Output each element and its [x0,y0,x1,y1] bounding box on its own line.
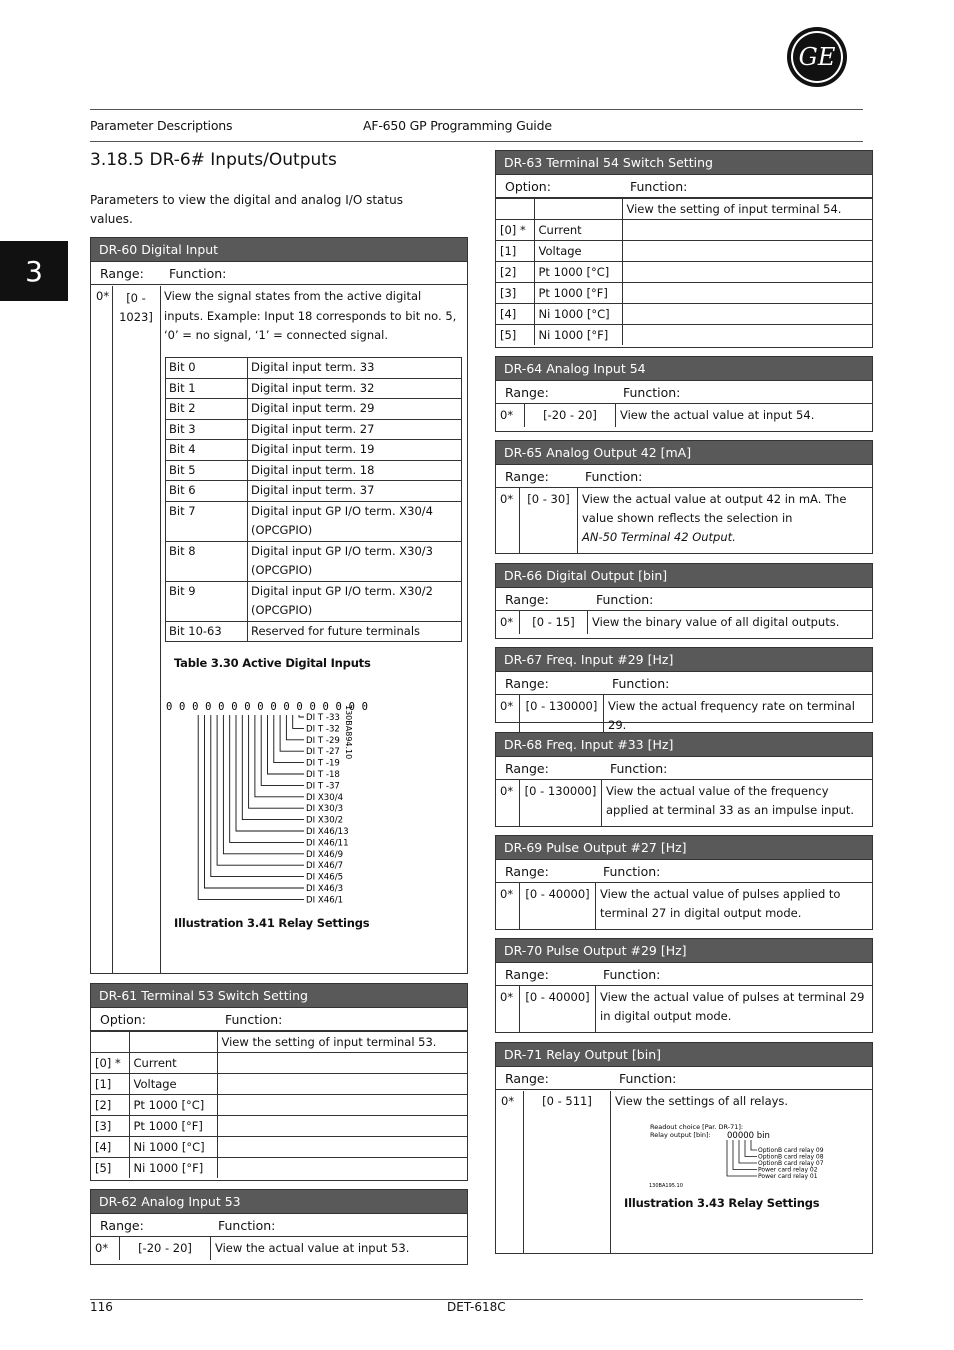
illus-label: Power card relay 02 [758,1166,818,1174]
opt-blank [496,199,534,220]
option-empty [622,220,872,241]
bit-number: Bit 6 [166,481,248,502]
option-empty [217,1053,467,1074]
function-label: Function: [218,1218,276,1233]
illus-connector [205,715,305,888]
dr70-header [496,963,872,986]
dr65-header [496,465,872,488]
illus-label: DI X46/9 [306,849,344,860]
dr63-header [496,175,872,198]
range-label: Range: [100,1218,144,1233]
option-code: [4] [496,304,534,325]
dr69-header [496,860,872,883]
illus-code: 130BA195.10 [649,1183,683,1189]
illus-connector [280,715,304,751]
dr71-title: DR-71 Relay Output [bin] [496,1043,872,1067]
illus-connector [739,1140,757,1163]
option-empty [622,283,872,304]
illus-digits: 0 0 0 0 0 0 0 0 0 0 0 0 0 0 0 0 [166,701,369,713]
illus-label: DI T -18 [306,770,340,780]
illus-value: 00000 bin [727,1131,770,1141]
dr60-header [91,262,467,285]
dr63-title: DR-63 Terminal 54 Switch Setting [496,151,872,175]
function-label: Function: [610,761,668,776]
illus-connector [268,715,305,774]
dr60-range: [0 - 1023] [119,291,153,324]
option-label: Option: [100,1012,146,1027]
illus-connector [249,715,304,808]
opt-blank [129,1032,217,1053]
illus-connector [211,715,304,877]
illus-connector [286,715,304,740]
option-empty [622,262,872,283]
dr69-desc: View the actual value of pulses applied to terminal 27 in digital output mode. [595,883,872,929]
header-rule-bottom [90,141,863,142]
option-name: Pt 1000 [°C] [534,262,622,283]
dr67-default: 0* [500,699,514,713]
dr66-default: 0* [500,615,514,629]
bit-number: Bit 4 [166,440,248,461]
option-row [91,1095,467,1116]
option-code: [1] [496,241,534,262]
illus-label: DI X46/13 [306,827,349,837]
range-label: Range: [505,592,549,607]
dr68-default: 0* [500,784,514,798]
bit-row [166,501,462,541]
illus-label: DI X46/11 [306,838,349,849]
bit-description: Digital input term. 33 [248,358,462,379]
dr67-desc: View the actual frequency rate on terminal 29. [603,695,872,737]
illus-connector [242,715,304,820]
range-label: Range: [505,676,549,691]
page-number: 116 [90,1300,113,1314]
bit-description: Digital input term. 27 [248,419,462,440]
option-empty [622,241,872,262]
dr69-box [495,835,873,930]
dr68-desc: View the actual value of the frequency applied at terminal 33 as an impulse input. [601,780,872,826]
option-row [91,1053,467,1074]
range-label: Range: [505,761,549,776]
option-code: [0] * [91,1053,129,1074]
option-row [496,283,872,304]
bit-number: Bit 0 [166,358,248,379]
illus-connector [299,715,304,717]
option-name: Ni 1000 [°F] [129,1158,217,1179]
range-label: Range: [505,864,549,879]
bit-number: Bit 7 [166,501,248,541]
illus-label: DI X30/4 [306,792,344,803]
dr69-title: DR-69 Pulse Output #27 [Hz] [496,836,872,860]
function-label: Function: [603,864,661,879]
dr68-box [495,732,873,827]
dr62-default: 0* [95,1241,109,1255]
function-label: Function: [596,592,654,607]
illus-label: DI T -27 [306,747,340,758]
dr69-default: 0* [500,887,514,901]
dr60-desc: View the signal states from the active digital inputs. Example: Input 18 corresponds to bit no. 5, ‘0’ = no signal, ‘1’ = connected signal. [164,289,457,342]
option-empty [217,1074,467,1095]
option-name: Ni 1000 [°C] [534,304,622,325]
bit-description: Digital input GP I/O term. X30/3 (OPCGPIO) [248,541,462,581]
function-label: Function: [623,385,681,400]
dr62-box [90,1189,468,1265]
dr61-box [90,983,468,1181]
section-intro: Parameters to view the digital and analog I/O status values. [90,193,403,226]
option-code: [0] * [496,220,534,241]
ge-logo [786,26,848,88]
bit-number: Bit 8 [166,541,248,581]
dr60-illustration [164,693,369,911]
dr61-header [91,1008,467,1031]
option-code: [2] [91,1095,129,1116]
range-label: Range: [505,385,549,400]
dr65-desc: View the actual value at output 42 in mA. The value shown reflects the selection in [582,492,847,525]
dr66-range: [0 - 15] [519,611,587,634]
dr60-default: 0* [96,289,110,303]
bit-description: Digital input GP I/O term. X30/4 (OPCGPIO) [248,501,462,541]
illus-code: 130BA894.10 [344,705,353,760]
illus-label: DI X46/5 [306,872,344,883]
bit-row [166,621,462,642]
option-name: Pt 1000 [°F] [534,283,622,304]
bit-description: Digital input term. 32 [248,378,462,399]
illus-connector [236,715,304,831]
option-code: [1] [91,1074,129,1095]
bit-number: Bit 10-63 [166,621,248,642]
dr68-header [496,757,872,780]
dr61-options [91,1031,467,1178]
opt-blank [91,1032,129,1053]
option-row [91,1074,467,1095]
illus-label: OptionB card relay 08 [758,1153,824,1161]
illus-label: DI X46/3 [306,884,344,894]
option-name: Current [129,1053,217,1074]
doc-number: DET-618C [447,1300,506,1314]
dr71-range: [0 - 511] [542,1094,592,1108]
dr70-range: [0 - 40000] [519,986,595,1032]
illus-label: DI T -32 [306,724,340,735]
illus-connector [223,715,304,854]
dr70-box [495,938,873,1033]
range-label: Range: [505,469,549,484]
option-name: Pt 1000 [°F] [129,1116,217,1137]
illus-label: DI T -29 [306,735,340,746]
illus-label: DI X46/1 [306,895,344,906]
dr65-range: [0 - 30] [519,488,577,553]
opt-blank [534,199,622,220]
option-name: Ni 1000 [°F] [534,325,622,346]
bit-row [166,460,462,481]
dr62-header [91,1214,467,1237]
dr60-illus-caption: Illustration 3.41 Relay Settings [174,916,370,930]
dr61-desc: View the setting of input terminal 53. [217,1032,467,1053]
function-label: Function: [169,266,227,281]
dr60-table-caption: Table 3.30 Active Digital Inputs [174,656,371,670]
dr63-options [496,198,872,345]
bit-number: Bit 3 [166,419,248,440]
option-empty [622,304,872,325]
bit-row [166,358,462,379]
range-label: Range: [505,967,549,982]
function-label: Function: [225,1012,283,1027]
bit-row [166,419,462,440]
dr63-desc: View the setting of input terminal 54. [622,199,872,220]
illus-connector [198,715,304,899]
dr68-range: [0 - 130000] [519,780,601,826]
illus-label: DI X46/7 [306,861,344,872]
bit-row [166,378,462,399]
option-row [91,1158,467,1179]
dr67-box [495,647,873,732]
bit-description: Digital input GP I/O term. X30/2 (OPCGPIO) [248,581,462,621]
illus-label: Power card relay 01 [758,1173,818,1180]
dr65-desc-cell [577,488,872,553]
illus-label: DI T -37 [306,781,340,792]
illus-connector [255,715,304,797]
option-label: Option: [505,179,551,194]
dr71-illustration [647,1120,833,1190]
bit-description: Digital input term. 37 [248,481,462,502]
range-label: Range: [100,266,144,281]
dr65-desc-ref: AN-50 Terminal 42 Output. [582,530,736,544]
option-name: Ni 1000 [°C] [129,1137,217,1158]
function-label: Function: [619,1071,677,1086]
dr68-title: DR-68 Freq. Input #33 [Hz] [496,733,872,757]
option-row [91,1137,467,1158]
dr70-desc: View the actual value of pulses at terminal 29 in digital output mode. [595,986,872,1032]
option-name: Voltage [534,241,622,262]
function-label: Function: [630,179,688,194]
dr63-box [495,150,873,348]
bit-description: Digital input term. 19 [248,440,462,461]
illus-line1: Readout choice [Par. DR-71]: [650,1123,744,1131]
option-row [496,220,872,241]
bit-row [166,541,462,581]
dr70-title: DR-70 Pulse Output #29 [Hz] [496,939,872,963]
illus-label: OptionB card relay 07 [758,1160,824,1167]
function-label: Function: [585,469,643,484]
dr61-title: DR-61 Terminal 53 Switch Setting [91,984,467,1008]
dr71-header [496,1067,872,1090]
header-guide: AF-650 GP Programming Guide [363,118,552,133]
dr67-header [496,672,872,695]
illus-connector [751,1140,757,1150]
dr71-default: 0* [501,1094,515,1108]
dr64-box [495,356,873,432]
bit-number: Bit 5 [166,460,248,481]
option-empty [217,1116,467,1137]
function-label: Function: [612,676,670,691]
option-name: Voltage [129,1074,217,1095]
dr71-desc: View the settings of all relays. [615,1094,789,1108]
option-row [91,1116,467,1137]
illus-label: DI X30/2 [306,815,344,826]
option-code: [3] [496,283,534,304]
illus-connector [274,715,304,763]
illus-connector [727,1140,757,1176]
bit-number: Bit 9 [166,581,248,621]
option-name: Current [534,220,622,241]
illus-label: DI X30/3 [306,804,344,815]
svg-text:GE: GE [798,43,836,71]
dr67-range: [0 - 130000] [519,695,603,737]
dr71-illus-caption: Illustration 3.43 Relay Settings [624,1196,820,1210]
chapter-tab: 3 [0,241,68,301]
dr64-default: 0* [500,408,514,422]
illus-label: DI T -19 [306,758,340,769]
dr70-default: 0* [500,990,514,1004]
option-code: [4] [91,1137,129,1158]
option-code: [3] [91,1116,129,1137]
dr62-title: DR-62 Analog Input 53 [91,1190,467,1214]
dr60-bit-table [165,357,462,642]
header-section: Parameter Descriptions [90,118,233,133]
dr65-default: 0* [500,492,514,506]
dr60-title: DR-60 Digital Input [91,238,467,262]
option-code: [5] [91,1158,129,1179]
dr65-title: DR-65 Analog Output 42 [mA] [496,441,872,465]
option-empty [622,325,872,346]
dr66-title: DR-66 Digital Output [bin] [496,564,872,588]
dr66-header [496,588,872,611]
section-title: 3.18.5 DR-6# Inputs/Outputs [90,150,337,170]
illus-line2: Relay output [bin]: [650,1131,711,1139]
dr66-desc: View the binary value of all digital outputs. [587,611,872,634]
option-row [496,262,872,283]
dr66-box [495,563,873,639]
dr67-title: DR-67 Freq. Input #29 [Hz] [496,648,872,672]
option-empty [217,1158,467,1179]
option-name: Pt 1000 [°C] [129,1095,217,1116]
dr65-box [495,440,873,554]
option-empty [217,1095,467,1116]
bit-description: Reserved for future terminals [248,621,462,642]
option-row [496,241,872,262]
bit-row [166,399,462,420]
bit-description: Digital input term. 18 [248,460,462,481]
bit-number: Bit 2 [166,399,248,420]
option-code: [5] [496,325,534,346]
header-rule-top [90,109,863,110]
dr64-header [496,381,872,404]
option-row [496,325,872,346]
bit-description: Digital input term. 29 [248,399,462,420]
option-code: [2] [496,262,534,283]
range-label: Range: [505,1071,549,1086]
option-row [496,304,872,325]
illus-connector [230,715,304,842]
dr62-desc: View the actual value at input 53. [210,1237,467,1260]
bit-row [166,440,462,461]
illus-label: DI T -33 [306,713,340,723]
bit-row [166,481,462,502]
dr64-range: [-20 - 20] [524,404,615,427]
illus-label: OptionB card relay 09 [758,1147,824,1154]
dr62-range: [-20 - 20] [119,1237,210,1260]
dr64-desc: View the actual value at input 54. [615,404,872,427]
option-empty [217,1137,467,1158]
bit-number: Bit 1 [166,378,248,399]
bit-row [166,581,462,621]
dr69-range: [0 - 40000] [519,883,595,929]
function-label: Function: [603,967,661,982]
dr64-title: DR-64 Analog Input 54 [496,357,872,381]
